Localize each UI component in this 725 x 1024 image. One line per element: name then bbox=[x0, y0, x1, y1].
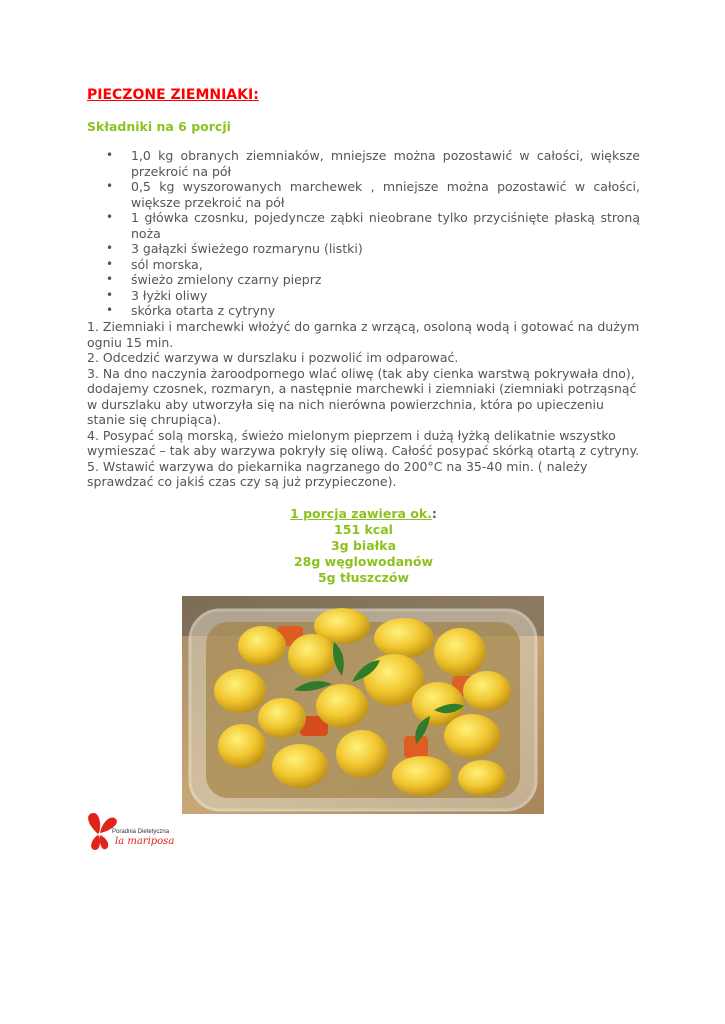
title-colon: : bbox=[253, 87, 259, 103]
bullet-icon: • bbox=[106, 179, 114, 193]
ingredient-text: świeżo zmielony czarny pieprz bbox=[131, 272, 322, 287]
ingredient-item bbox=[105, 257, 640, 273]
logo-line1: Poradnia Dietetyczna bbox=[112, 829, 170, 835]
title-text: PIECZONE ZIEMNIAKI bbox=[87, 87, 254, 103]
ingredient-item bbox=[105, 288, 640, 304]
bullet-icon: • bbox=[106, 272, 114, 286]
bullet-icon: • bbox=[106, 256, 114, 271]
step-paragraph: 5. Wstawić warzywa do piekarnika nagrzanego do 200°C na 35-40 min. ( należy sprawdzać co jakiś czas czy są już przypieczone). bbox=[87, 458, 588, 489]
preparation-steps bbox=[87, 319, 640, 490]
nutrition-box bbox=[87, 506, 640, 586]
ingredient-item bbox=[105, 272, 640, 288]
la-mariposa-logo bbox=[85, 810, 185, 860]
ingredient-text: 0,5 kg wyszorowanych marchewek , mniejsze można pozostawić w całości, większe przekroić na pół bbox=[131, 179, 640, 210]
ingredient-item bbox=[105, 303, 640, 319]
servings-subtitle: Składniki na 6 porcji bbox=[87, 119, 231, 134]
ingredient-item bbox=[105, 148, 640, 179]
bullet-icon: • bbox=[106, 303, 114, 317]
step-paragraph: 1. Ziemniaki i marchewki włożyć do garnka z wrzącą, osoloną wodą i gotować na dużym ogniu 15 min. bbox=[87, 319, 640, 350]
nutrition-line: 5g tłuszczów bbox=[317, 570, 410, 585]
bullet-icon: • bbox=[106, 287, 114, 302]
nutrition-line: 151 kcal bbox=[334, 522, 393, 537]
ingredient-text: 1 główka czosnku, pojedyncze ząbki nieobrane tylko przyciśnięte płaską stroną noża bbox=[131, 210, 640, 241]
nutrition-heading-text: 1 porcja zawiera ok. bbox=[290, 506, 432, 521]
ingredient-text: skórka otarta z cytryny bbox=[131, 303, 276, 318]
ingredient-text: 1,0 kg obranych ziemniaków, mniejsze można pozostawić w całości, większe przekroić na pół bbox=[131, 148, 640, 179]
ingredient-item bbox=[105, 241, 640, 257]
page-title bbox=[87, 87, 259, 103]
ingredient-item bbox=[105, 179, 640, 210]
ingredient-list bbox=[105, 148, 640, 319]
bullet-icon: • bbox=[106, 210, 114, 224]
nutrition-heading bbox=[87, 506, 640, 522]
bullet-icon: • bbox=[106, 148, 114, 162]
logo-line2: la mariposa bbox=[115, 836, 175, 847]
step-paragraph: 4. Posypać solą morską, świeżo mielonym pieprzem i dużą łyżką delikatnie wszystko wymieszać – tak aby warzywa pokryły się oliwą. Całość posypać skórką otartą z cytryny. bbox=[87, 427, 640, 458]
nutrition-heading-colon: : bbox=[431, 506, 437, 521]
nutrition-line: 3g białka bbox=[330, 538, 397, 553]
step-paragraph: 3. Na dno naczynia żaroodpornego wlać oliwę (tak aby cienka warstwą pokrywała dno), dodajemy czosnek, rozmaryn, a następnie marchewki i ziemniaki (ziemniaki potrząsnąć w durszlaku aby utworzyła się na nich nierówna powierzchnia, która po upieczeniu stanie się chrupiąca). bbox=[87, 365, 637, 427]
nutrition-line: 28g węglowodanów bbox=[293, 554, 434, 569]
step-paragraph: 2. Odcedzić warzywa w durszlaku i pozwolić im odparować. bbox=[87, 350, 459, 365]
ingredient-text: 3 łyżki oliwy bbox=[131, 287, 208, 303]
dish-photo bbox=[182, 596, 544, 814]
ingredient-text: 3 gałązki świeżego rozmarynu (listki) bbox=[131, 241, 363, 256]
ingredient-item bbox=[105, 210, 640, 241]
bullet-icon: • bbox=[106, 241, 114, 255]
ingredient-text: sól morska, bbox=[131, 256, 203, 272]
